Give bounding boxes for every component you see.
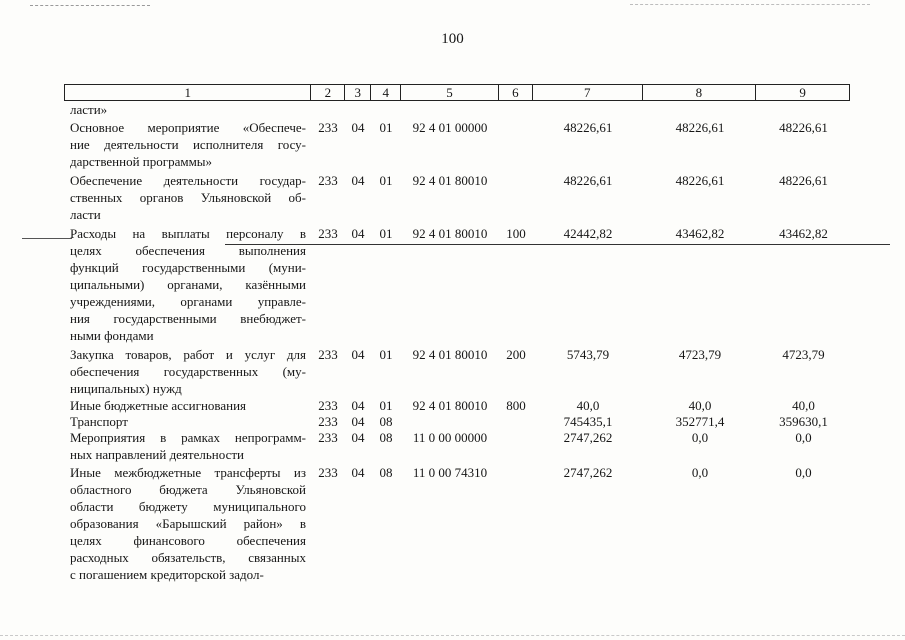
cell-c3: 04 bbox=[351, 430, 365, 445]
header-col-1: 1 bbox=[65, 85, 311, 100]
row-name-line: Иные межбюджетные трансферты из bbox=[70, 465, 306, 480]
row-name-line: ния государственными внебюджет- bbox=[70, 311, 306, 326]
cell-c3: 04 bbox=[351, 414, 365, 429]
cell-c4: 01 bbox=[379, 398, 393, 413]
row-name-line: образования «Барышский район» в bbox=[70, 516, 306, 531]
cell-c2: 233 bbox=[318, 226, 338, 241]
row-name-line: ципальными) органами, казёнными bbox=[70, 277, 306, 292]
cell-c5: 92 4 01 80010 bbox=[412, 226, 488, 241]
cell-c9: 40,0 bbox=[792, 398, 815, 413]
row-name-line: Закупка товаров, работ и услуг для bbox=[70, 347, 306, 362]
cell-c7: 745435,1 bbox=[563, 414, 613, 429]
scan-artifact-top-right bbox=[630, 4, 870, 5]
cell-c6: 200 bbox=[506, 347, 526, 362]
cell-c5: 92 4 01 80010 bbox=[412, 398, 488, 413]
cell-c2: 233 bbox=[318, 465, 338, 480]
header-col-3: 3 bbox=[345, 85, 371, 100]
cell-c5: 92 4 01 80010 bbox=[412, 173, 488, 188]
row-name bbox=[70, 429, 306, 463]
cell-c8: 43462,82 bbox=[675, 226, 725, 241]
cell-c3: 04 bbox=[351, 398, 365, 413]
row-name-line: Основное мероприятие «Обеспече- bbox=[70, 120, 306, 135]
row-name-line: ласти» bbox=[70, 102, 108, 117]
cell-c8: 48226,61 bbox=[675, 120, 725, 135]
cell-c7: 2747,262 bbox=[563, 465, 613, 480]
cell-c6: 800 bbox=[506, 398, 526, 413]
cell-c9: 0,0 bbox=[795, 430, 812, 445]
cell-c9: 48226,61 bbox=[779, 173, 828, 188]
cell-c5: 11 0 00 00000 bbox=[412, 430, 488, 445]
row-name-line: Транспорт bbox=[70, 414, 128, 429]
cell-c9: 48226,61 bbox=[779, 120, 828, 135]
cell-c3: 04 bbox=[351, 120, 365, 135]
cell-c7: 48226,61 bbox=[563, 120, 613, 135]
cell-c4: 01 bbox=[379, 226, 393, 241]
cell-c4: 01 bbox=[379, 120, 393, 135]
row-name-line: Иные бюджетные ассигнования bbox=[70, 398, 247, 413]
cell-c7: 2747,262 bbox=[563, 430, 613, 445]
cell-c4: 08 bbox=[379, 414, 393, 429]
row-name-line: ных направлений деятельности bbox=[70, 447, 244, 462]
cell-c4: 08 bbox=[379, 465, 393, 480]
scan-artifact-line bbox=[225, 244, 890, 245]
header-col-2: 2 bbox=[311, 85, 345, 100]
header-col-5: 5 bbox=[401, 85, 499, 100]
row-name-line: целях обеспечения выполнения bbox=[70, 243, 306, 258]
cell-c8: 40,0 bbox=[688, 398, 712, 413]
row-name-line: областного бюджета Ульяновской bbox=[70, 482, 306, 497]
cell-c3: 04 bbox=[351, 347, 365, 362]
header-col-7: 7 bbox=[533, 85, 643, 100]
cell-c9: 4723,79 bbox=[782, 347, 825, 362]
cell-c5: 92 4 01 80010 bbox=[412, 347, 488, 362]
row-name-line: ласти bbox=[70, 207, 101, 222]
cell-c2: 233 bbox=[318, 430, 338, 445]
cell-c3: 04 bbox=[351, 226, 365, 241]
cell-c4: 08 bbox=[379, 430, 393, 445]
scan-artifact-bottom bbox=[0, 635, 905, 636]
cell-c8: 4723,79 bbox=[678, 347, 722, 362]
row-name-line: целях финансового обеспечения bbox=[70, 533, 306, 548]
cell-c5: 92 4 01 00000 bbox=[412, 120, 488, 135]
row-name-line: функций государственными (муни- bbox=[70, 260, 306, 275]
row-name-line: ниципальных) нужд bbox=[70, 381, 182, 396]
row-name-line: Обеспечение деятельности государ- bbox=[70, 173, 306, 188]
row-name-line: Расходы на выплаты персоналу в bbox=[70, 226, 306, 241]
row-name-line: с погашением кредиторской задол- bbox=[70, 567, 264, 582]
scan-artifact-top bbox=[30, 5, 150, 6]
header-col-4: 4 bbox=[371, 85, 401, 100]
cell-c5: 11 0 00 74310 bbox=[412, 465, 488, 480]
cell-c8: 0,0 bbox=[691, 465, 709, 480]
cell-c9: 43462,82 bbox=[779, 226, 828, 241]
row-name-line: учреждениями, органами управле- bbox=[70, 294, 306, 309]
row-name bbox=[70, 172, 306, 223]
cell-c2: 233 bbox=[318, 414, 338, 429]
row-name bbox=[70, 397, 306, 414]
row-name-line: ными фондами bbox=[70, 328, 154, 343]
cell-c3: 04 bbox=[351, 173, 365, 188]
header-col-9: 9 bbox=[799, 85, 806, 100]
cell-c7: 5743,79 bbox=[566, 347, 610, 362]
row-name-line: расходных обязательств, связанных bbox=[70, 550, 306, 565]
table-header-row bbox=[64, 84, 850, 101]
row-name bbox=[70, 346, 306, 397]
row-name-line: дарственной программы» bbox=[70, 154, 213, 169]
header-col-8: 8 bbox=[643, 85, 757, 100]
cell-c9: 359630,1 bbox=[779, 414, 828, 429]
header-col-6: 6 bbox=[499, 85, 533, 100]
cell-c8: 48226,61 bbox=[675, 173, 725, 188]
row-name bbox=[70, 101, 306, 118]
cell-c2: 233 bbox=[318, 398, 338, 413]
row-name-line: области бюджету муниципального bbox=[70, 499, 306, 514]
row-name bbox=[70, 464, 306, 583]
cell-c4: 01 bbox=[379, 173, 393, 188]
row-name-line: Мероприятия в рамках непрограмм- bbox=[70, 430, 306, 445]
cell-c6: 100 bbox=[506, 226, 526, 241]
row-name bbox=[70, 413, 306, 430]
cell-c8: 0,0 bbox=[691, 430, 709, 445]
row-name-line: ственных органов Ульяновской об- bbox=[70, 190, 306, 205]
cell-c2: 233 bbox=[318, 347, 338, 362]
row-name-line: ние деятельности исполнителя госу- bbox=[70, 137, 306, 152]
cell-c7: 42442,82 bbox=[563, 226, 613, 241]
cell-c3: 04 bbox=[351, 465, 365, 480]
cell-c4: 01 bbox=[379, 347, 393, 362]
cell-c2: 233 bbox=[318, 173, 338, 188]
row-name bbox=[70, 225, 306, 344]
cell-c9: 0,0 bbox=[795, 465, 812, 480]
cell-c7: 40,0 bbox=[576, 398, 600, 413]
cell-c7: 48226,61 bbox=[563, 173, 613, 188]
cell-c8: 352771,4 bbox=[675, 414, 725, 429]
row-name bbox=[70, 119, 306, 170]
page-number: 100 bbox=[441, 31, 464, 47]
cell-c2: 233 bbox=[318, 120, 338, 135]
scan-artifact-line-left bbox=[22, 238, 72, 239]
row-name-line: обеспечения государственных (му- bbox=[70, 364, 306, 379]
